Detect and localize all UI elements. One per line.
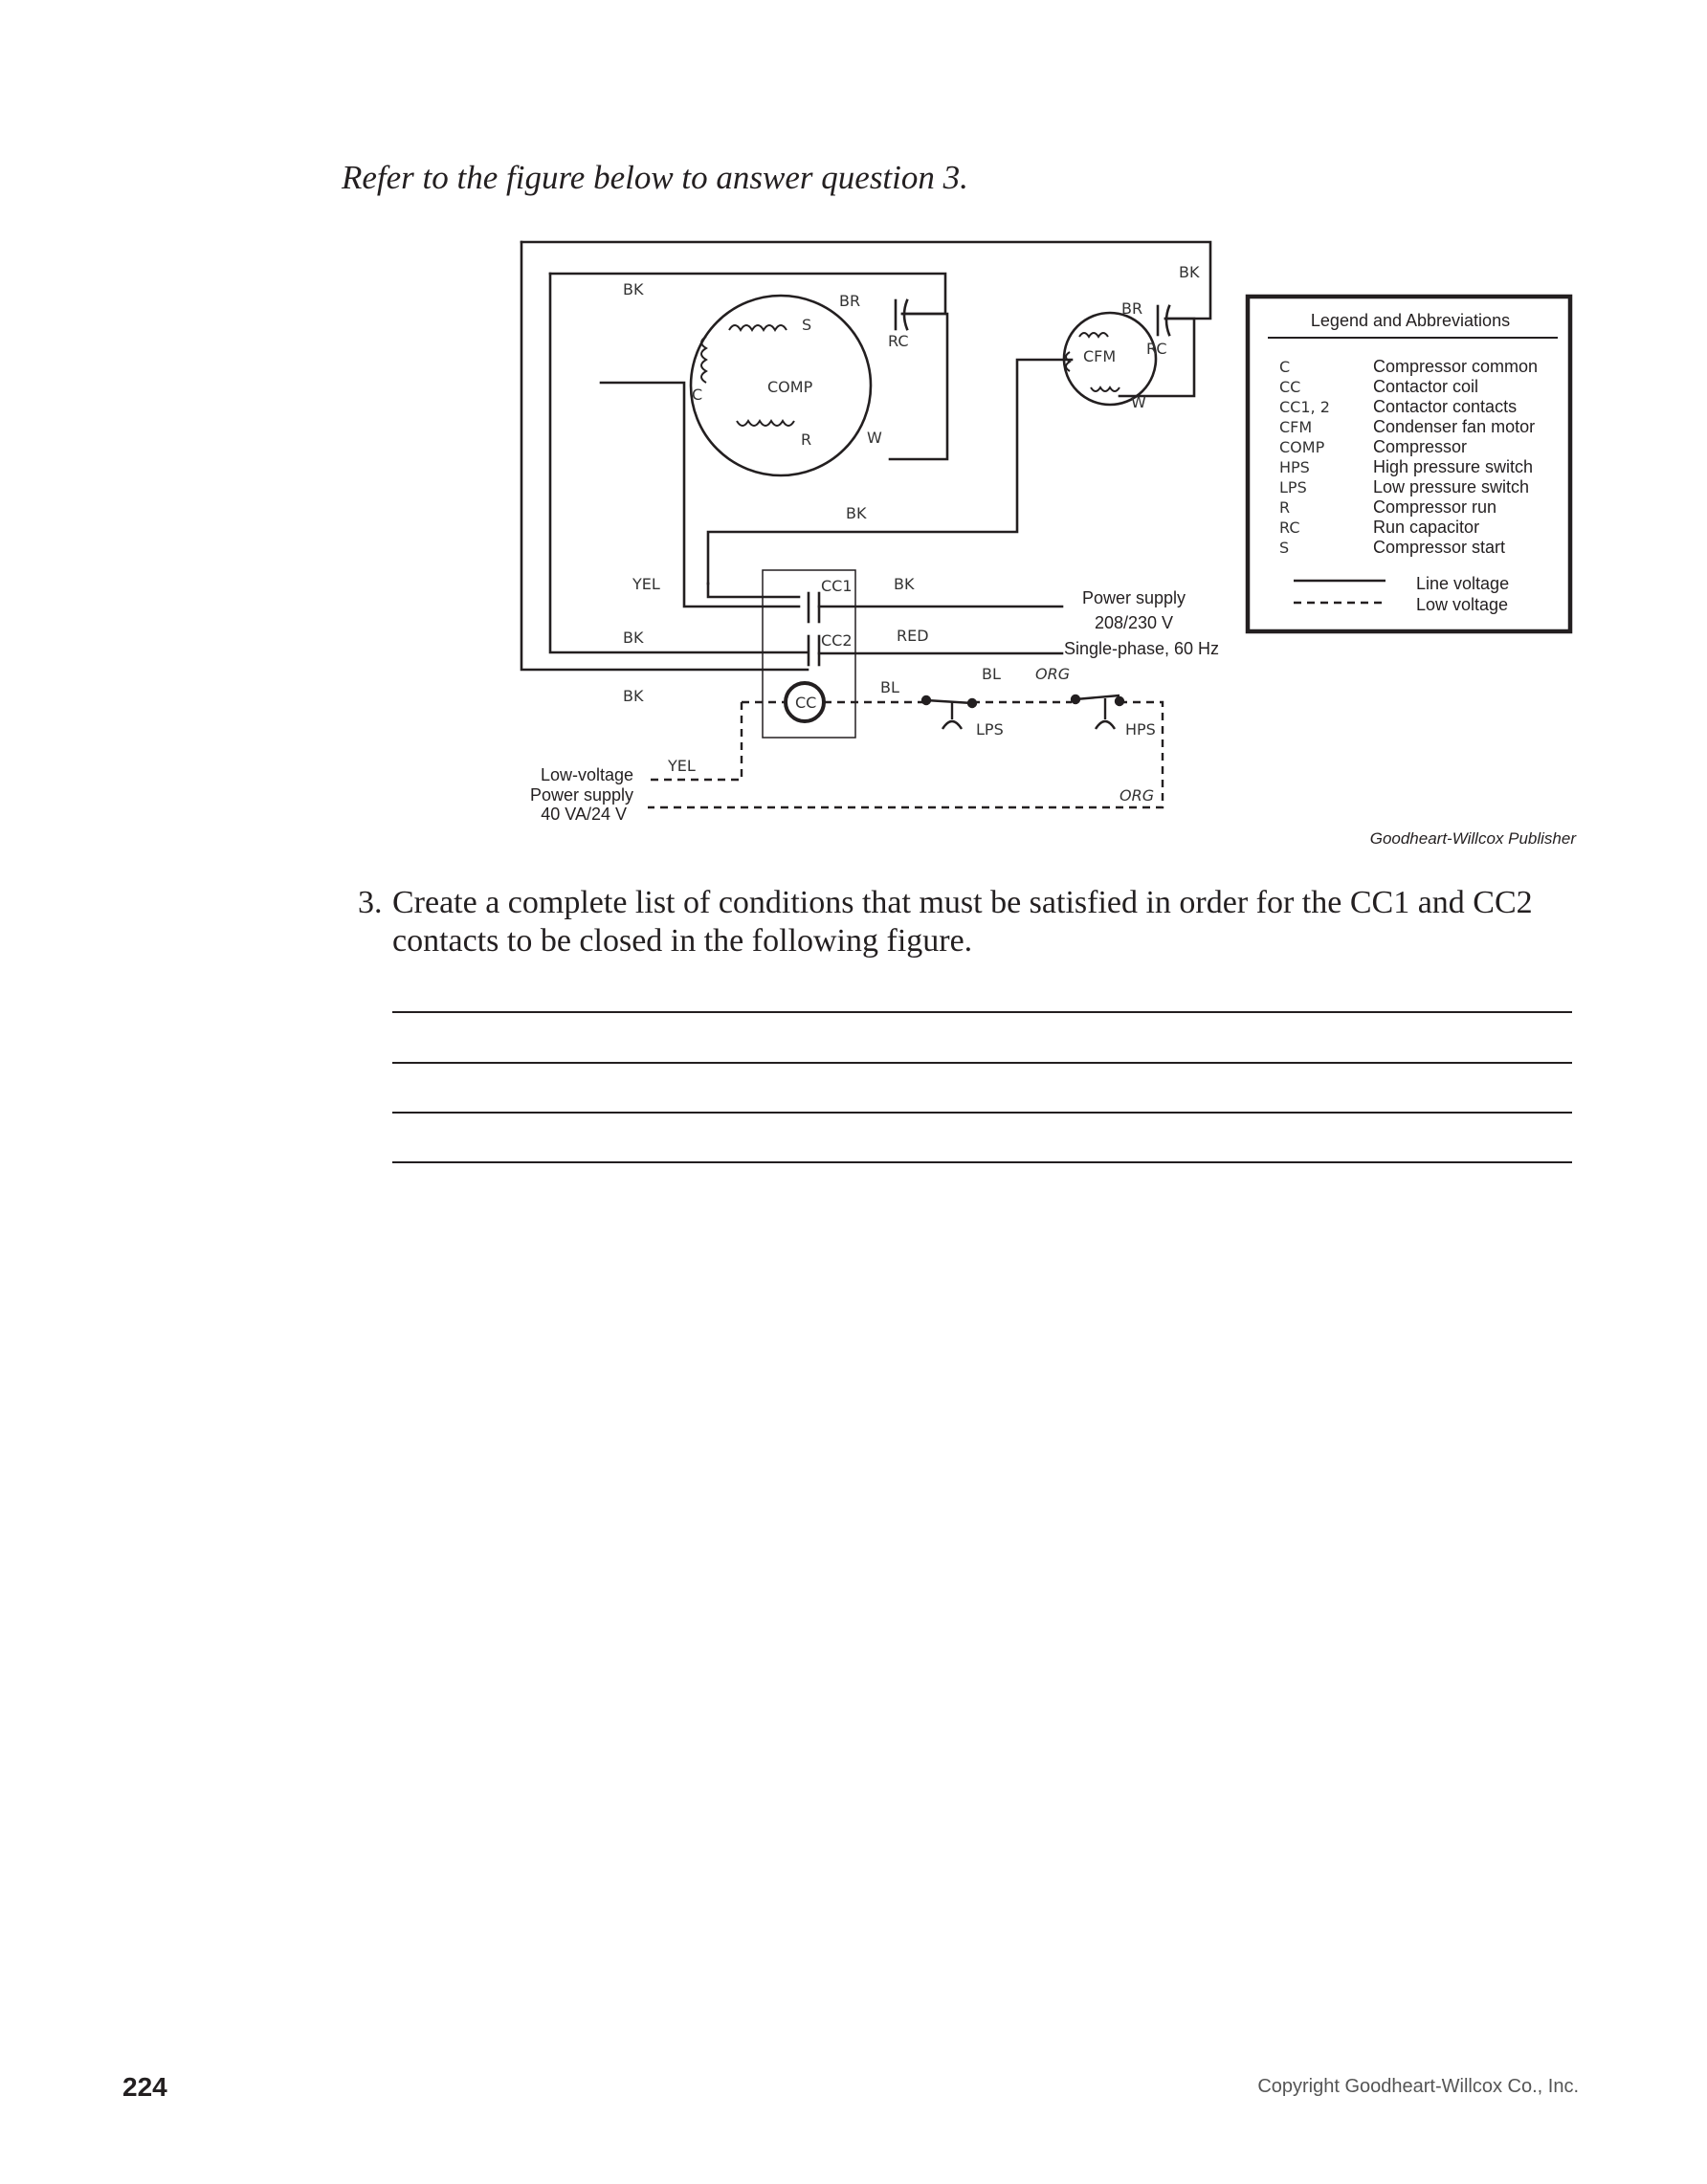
legend-entries bbox=[1279, 357, 1538, 557]
legend-desc: Contactor contacts bbox=[1373, 397, 1518, 416]
wire-label: BL bbox=[982, 665, 1001, 683]
legend-title: Legend and Abbreviations bbox=[1310, 311, 1511, 330]
wiring-diagram bbox=[0, 0, 1707, 861]
cfm-label: CFM bbox=[1083, 347, 1117, 365]
answer-line[interactable] bbox=[392, 1011, 1572, 1013]
cc2-label: CC2 bbox=[821, 631, 853, 650]
legend-abbr: HPS bbox=[1279, 458, 1310, 476]
wire-label: BK bbox=[1179, 263, 1200, 281]
wire-label: BK bbox=[846, 504, 867, 522]
wire-label: BK bbox=[894, 575, 915, 593]
power-supply-label: Power supply bbox=[1081, 588, 1186, 607]
legend-desc: Run capacitor bbox=[1373, 518, 1480, 537]
power-supply-phase: Single-phase, 60 Hz bbox=[1063, 639, 1220, 658]
legend-abbr: CC bbox=[1279, 378, 1301, 396]
lps-label: LPS bbox=[976, 720, 1004, 739]
wire-label: RC bbox=[888, 332, 909, 350]
answer-line[interactable] bbox=[392, 1112, 1572, 1114]
comp-label: COMP bbox=[767, 378, 813, 396]
page-number: 224 bbox=[122, 2072, 167, 2102]
wire-label: BR bbox=[1121, 299, 1143, 318]
legend-desc: Contactor coil bbox=[1373, 377, 1479, 396]
cc-coil-label: CC bbox=[795, 694, 817, 712]
cc1-label: CC1 bbox=[821, 577, 853, 595]
comp-terminal-s: S bbox=[802, 316, 812, 334]
question-number: 3. bbox=[358, 885, 383, 920]
wire-label: BL bbox=[880, 678, 899, 696]
legend-abbr: COMP bbox=[1279, 438, 1325, 456]
legend-abbr: LPS bbox=[1279, 478, 1307, 496]
wire-label: YEL bbox=[632, 575, 660, 593]
wire-label: BK bbox=[623, 687, 644, 705]
legend-abbr: R bbox=[1279, 498, 1291, 517]
legend-abbr: RC bbox=[1279, 518, 1300, 537]
wire-label: BR bbox=[839, 292, 861, 310]
legend-desc: High pressure switch bbox=[1373, 457, 1534, 476]
legend-desc: Compressor bbox=[1373, 437, 1468, 456]
power-supply-voltage: 208/230 V bbox=[1094, 613, 1174, 632]
legend-abbr: CC1, 2 bbox=[1279, 398, 1330, 416]
comp-terminal-c: C bbox=[692, 386, 703, 404]
legend-abbr: S bbox=[1279, 539, 1290, 557]
wire-label: ORG bbox=[1035, 665, 1071, 683]
low-voltage-supply-label: Low-voltage bbox=[540, 765, 633, 784]
wire-label: ORG bbox=[1120, 786, 1155, 805]
wire-label: RC bbox=[1146, 340, 1167, 358]
low-voltage-supply-rating: 40 VA/24 V bbox=[541, 805, 627, 824]
wire-label: W bbox=[867, 429, 882, 447]
legend-desc: Low pressure switch bbox=[1373, 477, 1530, 496]
question-text: Create a complete list of conditions that must be satisfied in order for the CC1 and CC2 contacts to be closed in the following figure. bbox=[392, 885, 1533, 959]
comp-terminal-r: R bbox=[801, 430, 812, 449]
legend-desc: Compressor run bbox=[1373, 497, 1497, 517]
instruction-text: Refer to the figure below to answer question 3. bbox=[342, 159, 968, 196]
legend-desc: Condenser fan motor bbox=[1373, 417, 1536, 436]
legend-line-voltage: Line voltage bbox=[1416, 574, 1510, 593]
legend-desc: Compressor start bbox=[1373, 538, 1506, 557]
figure-credit: Goodheart-Willcox Publisher bbox=[1369, 829, 1576, 848]
legend-desc: Compressor common bbox=[1373, 357, 1539, 376]
legend-abbr: C bbox=[1279, 358, 1291, 376]
low-voltage-supply-label: Power supply bbox=[529, 785, 633, 805]
hps-label: HPS bbox=[1125, 720, 1156, 739]
answer-line[interactable] bbox=[392, 1161, 1572, 1163]
answer-line[interactable] bbox=[392, 1062, 1572, 1064]
wire-label: BK bbox=[623, 629, 644, 647]
wire-label: YEL bbox=[668, 757, 696, 775]
wire-label: BK bbox=[623, 280, 644, 298]
wire-label: W bbox=[1131, 393, 1146, 411]
legend-abbr: CFM bbox=[1279, 418, 1313, 436]
legend-low-voltage: Low voltage bbox=[1416, 595, 1509, 614]
wire-label: RED bbox=[897, 627, 929, 645]
copyright-notice: Copyright Goodheart-Willcox Co., Inc. bbox=[1257, 2076, 1579, 2097]
